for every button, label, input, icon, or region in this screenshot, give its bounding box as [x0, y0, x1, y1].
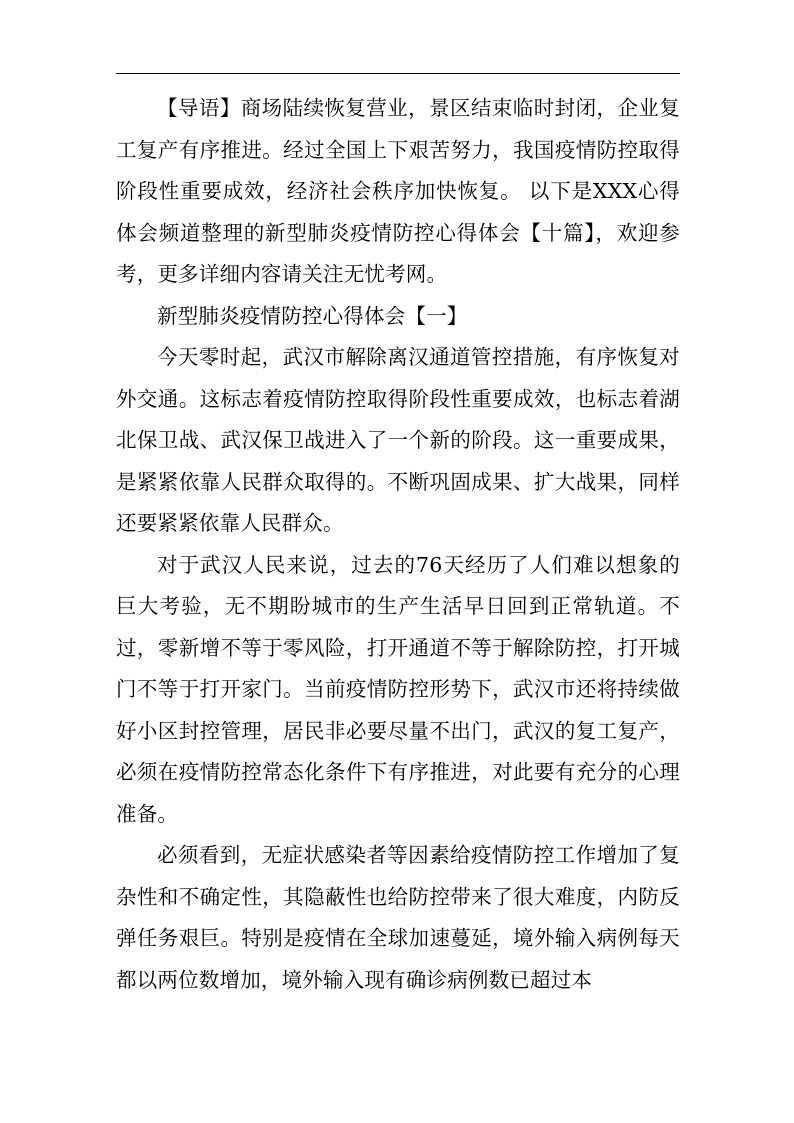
- document-body: [116, 88, 680, 1001]
- header-rule: [116, 73, 680, 74]
- body-paragraph-3: 必须看到，无症状感染者等因素给疫情防控工作增加了复杂性和不确定性，其隐蔽性也给防控带来了很大难度，内防反弹任务艰巨。特别是疫情在全球加速蔓延，境外输入病例每天都以两位数增加，境外输入现有确诊病例数已超过本: [116, 843, 680, 992]
- body-paragraph-2: 对于武汉人民来说，过去的76天经历了人们难以想象的巨大考验，无不期盼城市的生产生活早日回到正常轨道。不过，零新增不等于零风险，打开通道不等于解除防控，打开城门不等于打开家门。当前疫情防控形势下，武汉市还将持续做好小区封控管理，居民非必要尽量不出门，武汉的复工复产，必须在疫情防控常态化条件下有序推进，对此要有充分的心理准备。: [116, 552, 680, 826]
- section-title: 新型肺炎疫情防控心得体会【一】: [157, 303, 468, 328]
- body-paragraph-1: 今天零时起，武汉市解除离汉通道管控措施，有序恢复对外交通。这标志着疫情防控取得阶段性重要成效，也标志着湖北保卫战、武汉保卫战进入了一个新的阶段。这一重要成果，是紧紧依靠人民群众取得的。不断巩固成果、扩大战果，同样还要紧紧依靠人民群众。: [116, 345, 680, 535]
- intro-paragraph: 【导语】商场陆续恢复营业，景区结束临时封闭，企业复工复产有序推进。经过全国上下艰苦努力，我国疫情防控取得阶段性重要成效，经济社会秩序加快恢复。 以下是XXX心得体会频道整理的新型肺炎疫情防控心得体会【十篇】，欢迎参考，更多详细内容请关注无忧考网。: [116, 96, 680, 286]
